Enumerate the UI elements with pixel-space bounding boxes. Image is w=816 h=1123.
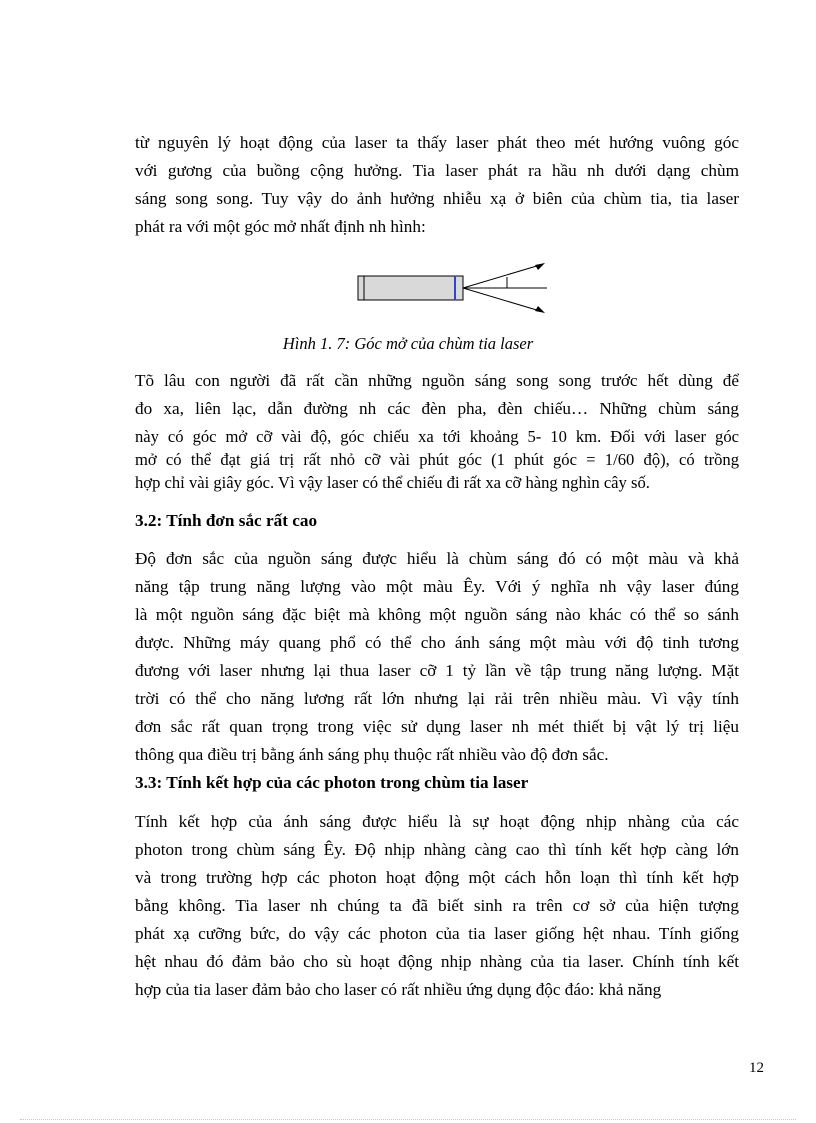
text-line: trời có thể cho năng lương rất lớn nhưng lại rải trên nhiều màu. Vì vậy tính [135,689,739,708]
arrowhead-upper-icon [535,263,545,270]
text-line: với gương của buồng cộng hưởng. Tia laser phát ra hầu nh dưới dạng chùm [135,161,739,180]
text-line: là một nguồn sáng đặc biệt mà không một nguồn sáng nào khác có thể so sánh [135,605,739,624]
text-line: mở có thể đạt giá trị rất nhỏ cỡ vài phút góc (1 phút góc = 1/60 độ), có trồng [135,450,739,469]
text-line: đơn sắc rất quan trọng trong việc sử dụng laser nh mét thiết bị vật lý trị liệu [135,717,739,736]
text-line: này có góc mở cỡ vài độ, góc chiếu xa tới khoảng 5- 10 km. Đối với laser góc [135,427,739,446]
paragraph-monochromaticity [135,545,739,769]
text-line: và trong trường hợp các photon hoạt động một cách hỗn loạn thì tính kết hợp [135,868,739,887]
text-line: năng tập trung năng lượng vào một màu Êy. Với ý nghĩa nh vậy laser đúng [135,577,739,596]
paragraph-coherence [135,808,739,1004]
text-line: phát ra với một góc mở nhất định nh hình: [135,217,426,236]
text-line: Tính kết hợp của ánh sáng được hiểu là sự hoạt động nhịp nhàng của các [135,812,739,831]
text-line: từ nguyên lý hoạt động của laser ta thấy laser phát theo mét hướng vuông góc [135,133,739,152]
section-heading-3-3: 3.3: Tính kết hợp của các photon trong chùm tia laser [135,773,529,792]
paragraph-intro [135,129,739,241]
text-line: đương với laser nhưng lại thua laser cỡ 1 tỷ lần về tập trung năng lượng. Mặt [135,661,739,680]
text-line: hệt nhau đó đảm bảo cho sù hoạt động nhịp nhàng của tia laser. Chính tính kết [135,952,739,971]
page-number: 12 [749,1060,764,1076]
text-line: Độ đơn sắc của nguồn sáng được hiểu là chùm sáng đó có một màu và khả [135,549,739,568]
arrowhead-lower-icon [535,306,545,313]
text-line: Tõ lâu con người đã rất cần những nguồn sáng song song trước hết dùng để [135,371,739,390]
paragraph-parallel-light [135,367,739,423]
text-line: phát xạ cưỡng bức, do vậy các photon của tia laser giống hệt nhau. Tính giống [135,924,739,943]
section-heading-3-2: 3.2: Tính đơn sắc rất cao [135,511,318,530]
laser-beam-divergence-figure [350,258,560,320]
text-line: được. Những máy quang phổ có thể cho ánh sáng một màu với độ tinh tương [135,633,739,652]
page-bottom-divider [20,1119,796,1120]
beam-ray-lower [463,288,540,311]
paragraph-parallel-light-continued [135,425,739,494]
figure-caption: Hình 1. 7: Góc mở của chùm tia laser [282,334,534,353]
text-line: thông qua điều trị bằng ánh sáng phụ thuộc rất nhiều vào độ đơn sắc. [135,745,609,764]
text-line: photon trong chùm sáng Êy. Độ nhịp nhàng càng cao thì tính kết hợp càng lớn [135,840,739,859]
text-line: hợp chỉ vài giây góc. Vì vậy laser có thể chiếu đi rất xa cỡ hàng nghìn cây số. [135,473,650,492]
laser-tube [358,276,463,300]
text-line: đo xa, liên lạc, dẫn đường nh các đèn pha, đèn chiếu… Những chùm sáng [135,399,739,418]
beam-ray-upper [463,265,540,288]
text-line: bằng không. Tia laser nh chúng ta đã biết sinh ra trên cơ sở của hiện tượng [135,896,739,915]
text-line: hợp của tia laser đảm bảo cho laser có rất nhiều ứng dụng độc đáo: khả năng [135,980,662,999]
text-line: sáng song song. Tuy vậy do ảnh hưởng nhiễu xạ ở biên của chùm tia, tia laser [135,189,739,208]
